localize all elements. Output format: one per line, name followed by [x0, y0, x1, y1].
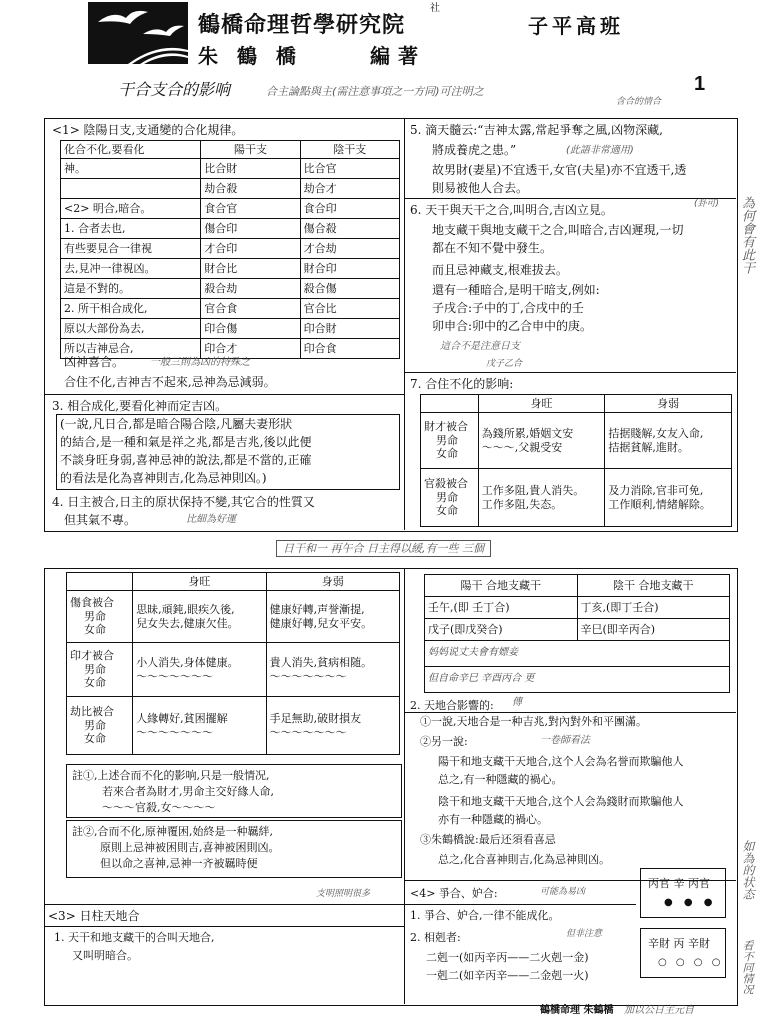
heaven-earth-table — [424, 574, 730, 693]
s6-line-6: 子戌合:子中的丁,合戌中的壬 — [432, 301, 584, 315]
clash-diagram-2 — [640, 928, 726, 978]
female-label: 女命 — [84, 732, 106, 746]
s3-line-2: (一說,凡日合,都是暗合陽合陰,凡屬夫妻形狀 — [60, 417, 293, 431]
clash-diagram-2-label: 辛財 丙 辛財 — [648, 937, 710, 950]
table-row-label — [61, 179, 201, 199]
right-margin-note-3: 看不同情况 — [741, 940, 754, 995]
line-a-note: 一般三則為凶的特殊之 — [150, 357, 250, 368]
row-label: 劫比被合 — [70, 704, 114, 718]
rb-b-line-4: 亦有一种隱藏的禍心。 — [438, 813, 548, 826]
table-cell-yang: 印合才 — [201, 339, 300, 359]
male-label: 男命 — [84, 662, 106, 676]
he-head-yang: 陽干 合地支藏干 — [425, 575, 578, 597]
he-head-yin: 陰干 合地支藏干 — [577, 575, 730, 597]
table-row-label: 有些要見合一律視 — [61, 239, 201, 259]
note-1-line-1: 註①,上述合而不化的影响,只是一般情况, — [72, 769, 270, 782]
lb-r2-ruo-male: 貴人消失,貧病相随。 — [269, 655, 373, 669]
s6-line-7: 卯申合:卯中的乙合申中的庚。 — [432, 319, 593, 333]
rb-s2-title: 2. 天地合影響的: — [410, 699, 494, 712]
diagram-dots-1: ● ● ● — [664, 897, 717, 908]
rb-b-line-1: 陽干和地支藏干天地合,这个人会為名誉而欺騙他人 — [438, 755, 684, 768]
rb-s4-note-2: 但非注意 — [566, 929, 603, 939]
lb-r2-ruo-female: ～～～～～～～ — [269, 669, 347, 683]
clash-diagram-1 — [640, 868, 726, 918]
table-cell-yin: 官合比 — [300, 299, 399, 319]
table-head-note: 化合不化,要看化 — [61, 141, 201, 159]
s7-title: 7. 合住不化的影响: — [410, 377, 514, 391]
diagram-dots-2: ○ ○ ○ ○ — [658, 957, 724, 968]
note-1-line-2: 若來合者為財才,男命主交好緣人命, — [102, 785, 274, 798]
s5-note: (此語非常適用) — [566, 145, 634, 156]
male-label: 男命 — [436, 490, 458, 504]
right-margin-note: 為何會有此干 — [739, 196, 754, 274]
note-1-line-3: ～～～官殺,女～～～～ — [102, 801, 216, 814]
table-cell-yin: 比合官 — [300, 159, 399, 179]
page-number: 1 — [694, 73, 706, 95]
top-divider — [404, 118, 405, 530]
s7-head-wang: 身旺 — [478, 395, 605, 413]
table-row-label: 原以大部份為去, — [61, 319, 201, 339]
female-label: 女命 — [436, 447, 458, 461]
middle-note: 日干和一 再午合 日主得以緩,有一些 三個 — [276, 540, 491, 557]
s3-line-3: 的結合,是一種和氣是祥之兆,都是吉兆,後以此便 — [60, 435, 312, 449]
he-hand-2: 但自命辛巳 辛酉丙合 更 — [425, 667, 730, 693]
s5-line-4: 則易被他人合去。 — [432, 181, 529, 195]
table-cell-yang: 食合官 — [201, 199, 300, 219]
s7-r2-label — [421, 469, 479, 527]
lb-r1-wang-female: 兒女失去,健康欠佳。 — [136, 616, 239, 630]
rule — [404, 372, 736, 373]
female-label: 女命 — [84, 676, 106, 690]
table-row-label: 神。 — [61, 159, 201, 179]
lb-r1-ruo-male: 健康好轉,声誉漸提, — [269, 602, 365, 616]
male-label: 男命 — [84, 609, 106, 623]
s6-line-4: 而且忌神藏支,根难拔去。 — [432, 263, 568, 277]
row-label: 官殺被合 — [424, 476, 468, 490]
table-cell-yang: 印合傷 — [201, 319, 300, 339]
lb-r1-ruo-female: 健康好轉,兒女平安。 — [269, 616, 373, 630]
table-cell-yang: 殺合劫 — [201, 279, 300, 299]
footer-text: 鶴橋命理 朱鶴橋 — [540, 1005, 614, 1016]
rb-s2-note: 傳 — [512, 697, 522, 708]
male-label: 男命 — [84, 718, 106, 732]
bottom-divider — [404, 568, 405, 1004]
s7-r1-wang-male: 為錢所累,婚姻文安 — [481, 426, 574, 440]
table-row-label: 這是不對的。 — [61, 279, 201, 299]
table-cell-yin: 傷合殺 — [300, 219, 399, 239]
he-yang-row: 壬午,(即 壬丁合) — [425, 597, 578, 619]
rule — [44, 904, 404, 905]
s7-corner — [421, 395, 479, 413]
s4-line-2: 但其氣不專。 — [64, 513, 137, 527]
combined-effect-table — [66, 572, 400, 755]
s6-line-1: 6. 天干與天干之合,叫明合,吉凶立見。 — [410, 203, 613, 217]
table-head-yin: 陰干支 — [300, 141, 399, 159]
he-yin-row: 辛巳(即辛丙合) — [577, 619, 730, 641]
table-row-label: 去,見冲一律視凶。 — [61, 259, 201, 279]
rule — [44, 926, 404, 927]
s4-note: 比細為好運 — [186, 514, 236, 525]
author-name: 朱 鶴 橋 — [198, 44, 302, 68]
s4-line-1: 4. 日主被合,日主的原状保持不變,其它合的性質又 — [52, 495, 315, 509]
top-mark: 社 — [430, 3, 440, 14]
rb-s4-line-4: 一剋二(如辛丙辛——二金剋一火) — [426, 969, 589, 982]
lb-r2-wang-female: ～～～～～～～ — [136, 669, 214, 683]
course-name: 子平高班 — [528, 14, 624, 38]
s7-r1-wang-female: ～～～,父親受安 — [481, 440, 563, 454]
s3-line-1: 3. 相合成化,要看化神而定吉凶。 — [52, 399, 228, 413]
he-yin-row: 丁亥,(即丁壬合) — [577, 597, 730, 619]
institute-logo — [88, 2, 188, 64]
s3-bottom-line-2: 又叫明暗合。 — [72, 949, 138, 962]
s3-bottom-line-1: 1. 天干和地支藏干的合叫天地合, — [54, 931, 215, 944]
rb-s4-title: <4> 爭合、妒合: — [410, 887, 498, 900]
table-cell-yang: 傷合印 — [201, 219, 300, 239]
s5-line-1: 5. 滴天髓云:“吉神太露,常起爭奪之風,凶物深藏, — [410, 123, 663, 137]
table-row-label: 1. 合者去也, — [61, 219, 201, 239]
table-cell-yin: 才合劫 — [300, 239, 399, 259]
line-b: 合住不化,吉神吉不起來,忌神為忌減弱。 — [64, 375, 276, 389]
row-label: 傷食被合 — [70, 595, 114, 609]
rb-s4-line-2: 2. 相剋者: — [410, 931, 461, 944]
right-margin-note-2: 如為的状态 — [741, 840, 755, 900]
note-2-line-3: 但以命之喜神,忌神一齐被羈時便 — [100, 857, 258, 870]
s7-r2-wang-male: 工作多阻,貴人消失。 — [481, 483, 585, 497]
rule — [404, 904, 636, 905]
s3-line-4: 不談身旺身弱,喜神忌神的說法,都是不當的,正確 — [60, 453, 312, 467]
rb-s4-line-3: 二剋一(如丙辛丙——二火剋一金) — [426, 951, 589, 964]
female-label: 女命 — [436, 504, 458, 518]
s6-line-5: 還有一種暗合,是明干暗支,例如: — [432, 283, 600, 297]
s7-r2-wang-female: 工作多阻,失态。 — [481, 497, 563, 511]
s6-note: (卦可) — [694, 199, 720, 209]
male-label: 男命 — [436, 433, 458, 447]
rb-c-line-1: ③朱鶴橋說:最后还須看喜忌 — [420, 833, 556, 846]
note-2-line-2: 原則上忌神被困則吉,喜神被困則凶。 — [100, 841, 280, 854]
s7-r2-ruo-male: 及力消除,官非可免, — [608, 483, 704, 497]
clash-diagram-1-label: 丙官 辛 丙官 — [648, 877, 710, 890]
rb-b-note: 一卷師看法 — [540, 735, 590, 746]
table-cell-yang: 財合比 — [201, 259, 300, 279]
lb-r3-wang-male: 人緣轉好,貧困擺解 — [136, 711, 228, 725]
s7-r1-label — [421, 413, 479, 469]
rule — [404, 198, 736, 199]
lb-r1-wang-male: 思昧,頑鈍,眼疾久後, — [136, 602, 235, 616]
rb-b-line-3: 陰干和地支藏干天地合,这个人会為錢財而欺騙他人 — [438, 795, 684, 808]
handwritten-title: 干合支合的影响 — [118, 80, 231, 99]
line-a: 凶神喜合。 — [64, 355, 125, 369]
note-2-line-1: 註②,合而不化,原神覆困,始終是一种羈絆, — [72, 825, 273, 838]
s6-note-2: 這合不是注意日支 — [440, 341, 520, 352]
rb-s4-line-1: 1. 爭合、妒合,一律不能成化。 — [410, 909, 560, 922]
table-cell-yin: 印合財 — [300, 319, 399, 339]
s7-head-ruo: 身弱 — [605, 395, 732, 413]
institute-name: 鶴橋命理哲學研究院 — [198, 12, 406, 38]
table-cell-yang: 官合食 — [201, 299, 300, 319]
table-row-label: 所以吉神忌合, — [61, 339, 201, 359]
rb-b-line-2: 总之,有一种隱藏的禍心。 — [438, 773, 563, 786]
lb-head-wang: 身旺 — [133, 573, 266, 591]
rule — [404, 712, 736, 713]
handwritten-note: 合主論點與主(需注意事項之一方同)可注明之 — [266, 85, 484, 98]
he-hand-1: 妈妈说丈夫會有嫖妾 — [425, 641, 730, 667]
rb-s4-note: 可能為易凶 — [540, 887, 586, 897]
table-row-label: 2. 所干相合成化, — [61, 299, 201, 319]
s7-r2-ruo-female: 工作順利,情緒解除。 — [608, 497, 711, 511]
s5-line-3: 故男財(妻星)不宜透干,女官(夫星)亦不宜透干,透 — [432, 163, 687, 177]
s6-note-3: 戊子乙合 — [486, 359, 523, 369]
author-role: 編著 — [370, 44, 426, 68]
table-cell-yin: 財合印 — [300, 259, 399, 279]
table-cell-yin: 印合食 — [300, 339, 399, 359]
lb-r2-wang-male: 小人消失,身体健康。 — [136, 655, 239, 669]
s6-line-3: 都在不知不覺中發生。 — [432, 241, 553, 255]
section-1-title: <1> 陰陽日支,支通變的合化規律。 — [52, 123, 244, 137]
s6-line-2: 地支藏干與地支藏干之合,叫暗合,吉凶遲現,一切 — [432, 223, 684, 237]
s3-line-5: 的看法是化為喜神則吉,化為忌神則凶。) — [60, 471, 267, 485]
footer-handwriting: 加以公日主元自 — [624, 1005, 694, 1016]
s7-r1-ruo-female: 拮据貧解,進財。 — [608, 440, 689, 454]
note-2-pencil: 支明照明很多 — [316, 889, 371, 899]
rb-a-line: ①一說,天地合是一种吉兆,對內對外和平團滿。 — [420, 715, 647, 728]
rule — [44, 394, 404, 395]
lb-r3-ruo-female: ～～～～～～～ — [269, 725, 347, 739]
female-label: 女命 — [84, 623, 106, 637]
row-label: 財才被合 — [424, 419, 468, 433]
lb-r3-wang-female: ～～～～～～～ — [136, 725, 214, 739]
rb-c-line-2: 总之,化合喜神則吉,化為忌神則凶。 — [438, 853, 610, 866]
table-cell-yin: 食合印 — [300, 199, 399, 219]
s5-line-2: 將成養虎之患。” — [432, 143, 517, 157]
rb-b-title: ②另一說: — [420, 735, 468, 748]
combination-table — [60, 140, 400, 359]
lb-r3-ruo-male: 手足無助,破財損友 — [269, 711, 362, 725]
s3-bottom-title: <3> 日柱天地合 — [48, 909, 140, 923]
table-cell-yin: 劫合才 — [300, 179, 399, 199]
lb-corner — [67, 573, 133, 591]
table-cell-yang: 才合印 — [201, 239, 300, 259]
he-yang-row: 戊子(即戊癸合) — [425, 619, 578, 641]
row-label: 印才被合 — [70, 648, 114, 662]
table-head-yang: 陽干支 — [201, 141, 300, 159]
table-cell-yin: 殺合傷 — [300, 279, 399, 299]
s7-r1-ruo-male: 拮据賤解,女友入命, — [608, 426, 704, 440]
table-cell-yang: 比合財 — [201, 159, 300, 179]
table-row-label: <2> 明合,暗合。 — [61, 199, 201, 219]
table-cell-yang: 劫合殺 — [201, 179, 300, 199]
lb-head-ruo: 身弱 — [266, 573, 399, 591]
unresolved-combination-table — [420, 394, 732, 527]
corner-note: 含合的情合 — [616, 97, 662, 107]
